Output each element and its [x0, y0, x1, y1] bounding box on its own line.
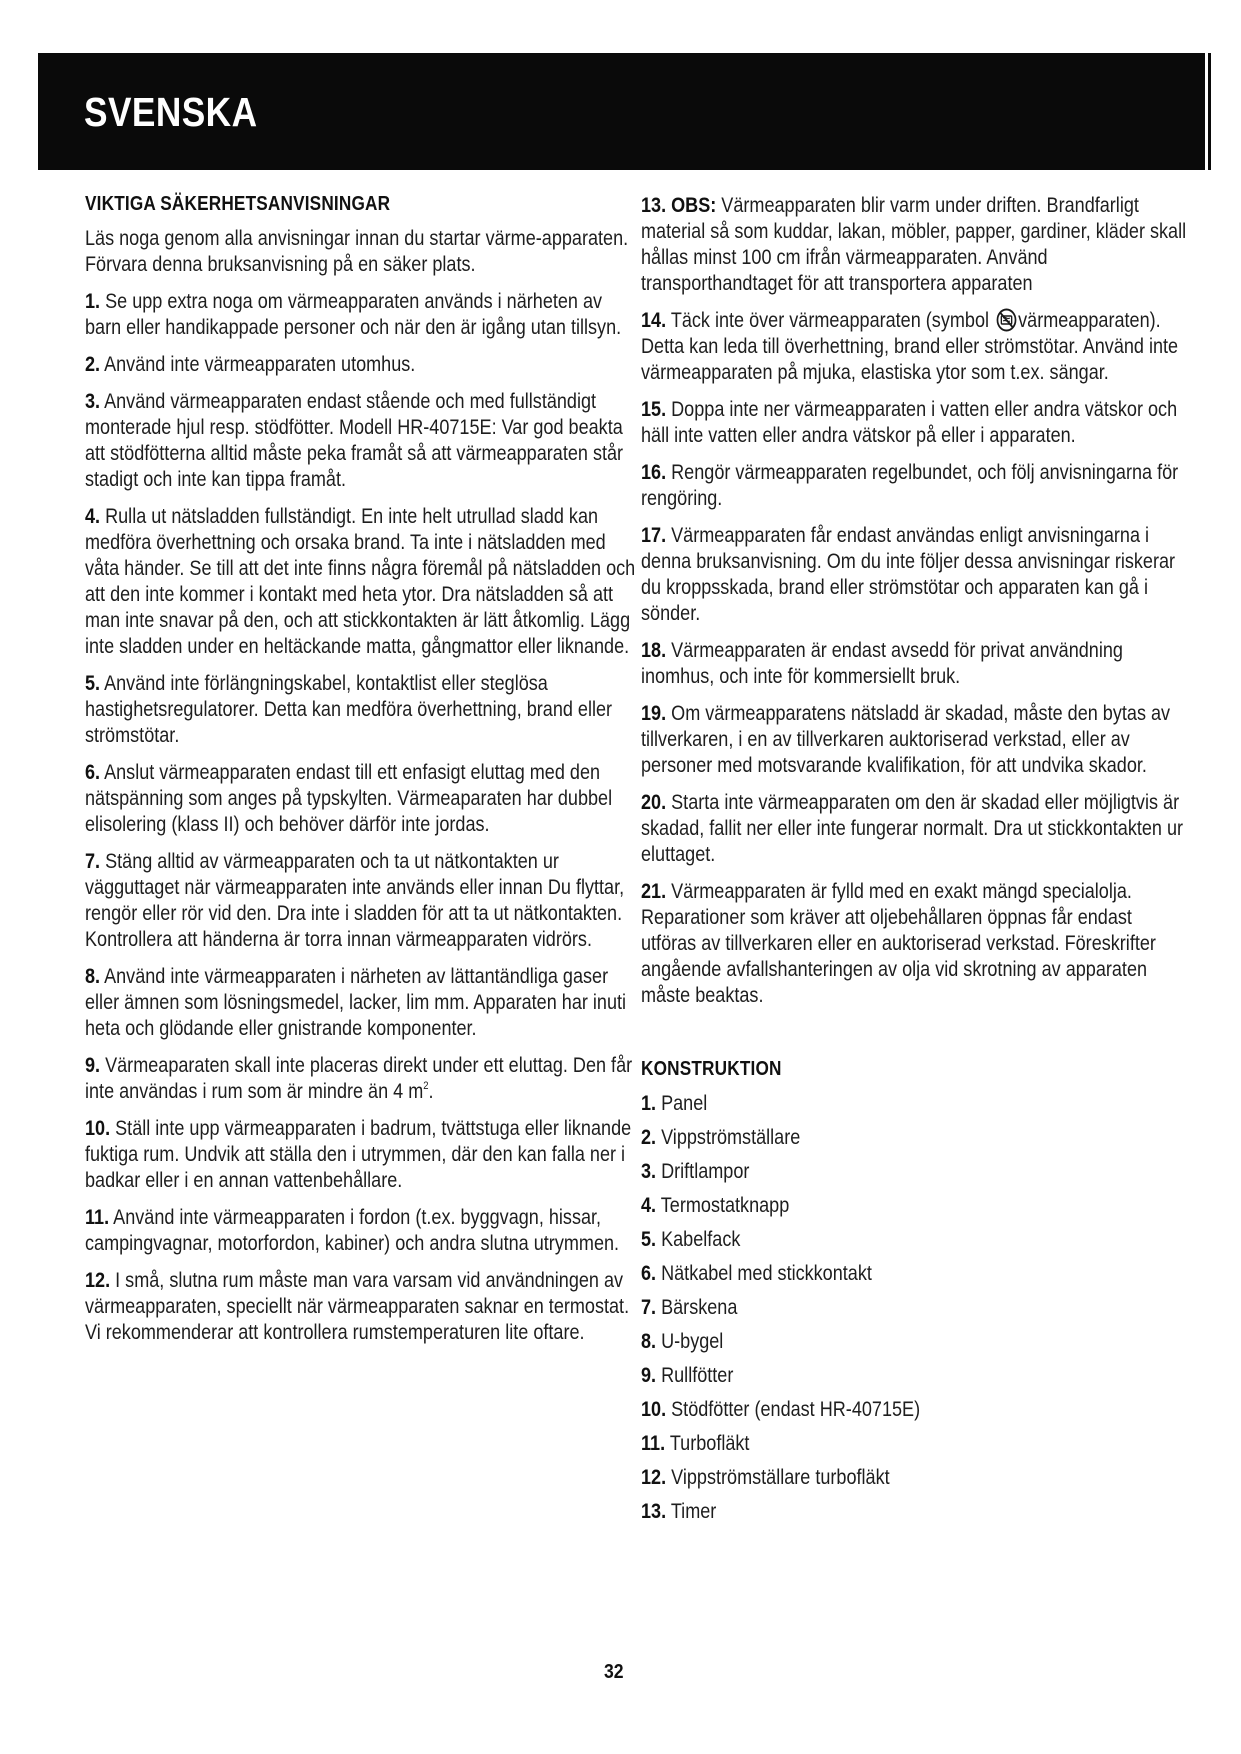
item-number: 10.: [85, 1117, 111, 1140]
safety-item: [641, 397, 1191, 449]
construction-item: [641, 1499, 1191, 1525]
item-number: 21.: [641, 880, 667, 903]
safety-item: [85, 504, 635, 660]
item-number: 7.: [641, 1296, 657, 1319]
item-text: Värmeapparaten får endast användas enligt anvisningarna i denna bruksanvisning. Om du inte följer dessa anvisningar riskerar du kroppsskada, brand eller strömstötar och apparaten kan gå i sönder.: [641, 524, 1176, 625]
construction-item: [641, 1397, 1191, 1423]
item-number: 11.: [641, 1432, 666, 1455]
item-number: 19.: [641, 702, 667, 725]
construction-item: [641, 1193, 1191, 1219]
no-cover-icon: [996, 308, 1017, 332]
item-number: 2.: [641, 1126, 657, 1149]
safety-item: [641, 638, 1191, 690]
safety-item: [85, 671, 635, 749]
item-text: Kabelfack: [661, 1228, 741, 1251]
safety-item: [641, 308, 1191, 386]
item-number: 9.: [641, 1364, 657, 1387]
item-number: 15.: [641, 398, 667, 421]
construction-item: [641, 1261, 1191, 1287]
item-text: Stäng alltid av värmeapparaten och ta ut nätkontakten ur vägguttaget när värmeapparaten inte används eller innan Du flyttar, rengör eller rör vid den. Dra inte i sladden för att ta ut nätkontakten. Kontrollera att händerna är torra innan värmeapparaten vidrörs.: [85, 850, 625, 951]
item-number: 5.: [641, 1228, 657, 1251]
item-text: Om värmeapparatens nätsladd är skadad, måste den bytas av tillverkaren, i en av tillverkaren auktoriserad verkstad, eller av personer med motsvarande kvalifikation, för att undvika skador.: [641, 702, 1171, 777]
item-number: 17.: [641, 524, 667, 547]
item-number: 6.: [85, 761, 101, 784]
item-number: 10.: [641, 1398, 667, 1421]
item-text: Använd inte värmeapparaten utomhus.: [104, 353, 416, 376]
item-text: Värmeaparaten skall inte placeras direkt under ett eluttag. Den får inte användas i rum som är mindre än 4 m: [85, 1054, 633, 1103]
item-number: 11.: [85, 1206, 110, 1229]
construction-item: [641, 1125, 1191, 1151]
safety-item: [85, 1116, 635, 1194]
language-header: [38, 53, 1205, 170]
item-number: 7.: [85, 850, 101, 873]
safety-item: [85, 389, 635, 493]
section-spacer: [641, 1020, 1191, 1058]
safety-item: [85, 1205, 635, 1257]
item-text: Vippströmställare: [661, 1126, 801, 1149]
item-text: Vippströmställare turbofläkt: [671, 1466, 890, 1489]
item-text: Panel: [661, 1092, 708, 1115]
right-column: [641, 193, 1191, 1533]
item-text: Rullfötter: [661, 1364, 734, 1387]
item-number: 12.: [641, 1466, 667, 1489]
construction-section-title: KONSTRUKTION: [641, 1058, 782, 1080]
item-text: Doppa inte ner värmeapparaten i vatten eller andra vätskor och häll inte vatten eller andra vätskor på eller i apparaten.: [641, 398, 1178, 447]
safety-item: [641, 193, 1191, 297]
construction-item: [641, 1431, 1191, 1457]
item-text: Använd inte värmeapparaten i närheten av lättantändliga gaser eller ämnen som lösningsmedel, lacker, lim mm. Apparaten har inuti heta och glödande eller gnistrande komponenter.: [85, 965, 627, 1040]
item-text: Starta inte värmeapparaten om den är skadad eller möjligtvis är skadad, fallit ner eller inte fungerar normalt. Dra ut stickkontakten ur eluttaget.: [641, 791, 1184, 866]
item-text: Rulla ut nätsladden fullständigt. En inte helt utrullad sladd kan medföra överhettning och orsaka brand. Ta inte i nätsladden med våta händer. Se till att det inte finns några föremål på nätsladden och att den inte kommer i kontakt med heta ytor. Dra nätsladden så att man inte snavar på den, och att stickkontakten är lätt åtkomlig. Lägg inte sladden under en heltäckande matta, gångmattor eller liknande.: [85, 505, 636, 658]
item-text: Timer: [670, 1500, 717, 1523]
item-text: Turbofläkt: [669, 1432, 750, 1455]
safety-item: [641, 701, 1191, 779]
item-number: 3.: [641, 1160, 657, 1183]
item-text: Värmeapparaten är fylld med en exakt mängd specialolja. Reparationer som kräver att oljebehållaren öppnas får endast utföras av tillverkaren eller en auktoriserad verkstad. Föreskrifter angående avfallshanteringen av olja vid skrotning av apparaten måste beaktas.: [641, 880, 1156, 1007]
item-text: Se upp extra noga om värmeapparaten används i närheten av barn eller handikappade personer och när den är igång utan tillsyn.: [85, 290, 622, 339]
construction-item: [641, 1363, 1191, 1389]
item-text: Värmeapparaten är endast avsedd för privat användning inomhus, och inte för kommersiellt bruk.: [641, 639, 1123, 688]
item-number: 16.: [641, 461, 667, 484]
item-text: Använd inte värmeapparaten i fordon (t.ex. byggvagn, hissar, campingvagnar, motorfordon, kabiner) och andra slutna utrymmen.: [85, 1206, 620, 1255]
item-text: Bärskena: [661, 1296, 738, 1319]
safety-item: [641, 790, 1191, 868]
item-text: Använd värmeapparaten endast stående och med fullständigt monterade hjul resp. stödfötter. Modell HR-40715E: Var god beakta att stödfötterna alltid måste peka framåt så att värmeapparaten står stadigt och inte kan tippa framåt.: [85, 390, 624, 491]
item-number: 14.: [641, 309, 667, 332]
language-title: SVENSKA: [84, 89, 258, 135]
construction-item: [641, 1295, 1191, 1321]
construction-item: [641, 1091, 1191, 1117]
safety-item: [85, 964, 635, 1042]
item-text: Anslut värmeapparaten endast till ett enfasigt eluttag med den nätspänning som anges på typskylten. Värmeaparaten har dubbel elisolering (klass II) och behöver därför inte jordas.: [85, 761, 613, 836]
item-text-end: .: [428, 1080, 434, 1103]
item-text: U-bygel: [661, 1330, 724, 1353]
safety-item: [85, 289, 635, 341]
construction-item: [641, 1227, 1191, 1253]
item-text: I små, slutna rum måste man vara varsam vid användningen av värmeapparaten, speciellt när värmeapparaten saknar en termostat. Vi rekommenderar att kontrollera rumstemperaturen lite oftare.: [85, 1269, 630, 1344]
item-number: 8.: [85, 965, 101, 988]
left-column: [85, 193, 635, 1357]
safety-item: [641, 879, 1191, 1009]
item-text-end: värmeapparaten). Detta kan leda till överhettning, brand eller strömstötar. Använd inte värmeapparaten på mjuka, elastiska ytor som t.ex. sängar.: [641, 309, 1179, 384]
item-text: Rengör värmeapparaten regelbundet, och följ anvisningarna för rengöring.: [641, 461, 1179, 510]
item-number: 20.: [641, 791, 667, 814]
safety-item: [85, 1268, 635, 1346]
item-text: Värmeapparaten blir varm under driften. Brandfarligt material så som kuddar, lakan, möbler, papper, gardiner, kläder skall hållas minst 100 cm ifrån värmeapparaten. Använd transporthandtaget för att transportera apparaten: [641, 194, 1187, 295]
item-number: 13.: [641, 1500, 667, 1523]
construction-item: [641, 1465, 1191, 1491]
item-number: 13. OBS:: [641, 194, 717, 217]
safety-item: [85, 760, 635, 838]
item-number: 1.: [85, 290, 101, 313]
item-number: 1.: [641, 1092, 657, 1115]
safety-section-title: VIKTIGA SÄKERHETSANVISNINGAR: [85, 193, 391, 215]
item-text: Täck inte över värmeapparaten (symbol: [670, 309, 990, 332]
item-text: Ställ inte upp värmeapparaten i badrum, tvättstuga eller liknande fuktiga rum. Undvik att ställa den i utrymmen, där den kan falla ner i badkar eller i en annan vattenbehållare.: [85, 1117, 632, 1192]
item-number: 12.: [85, 1269, 111, 1292]
construction-item: [641, 1329, 1191, 1355]
item-number: 5.: [85, 672, 101, 695]
safety-item: [85, 1053, 635, 1105]
item-text: Stödfötter (endast HR-40715E): [671, 1398, 921, 1421]
construction-item: [641, 1159, 1191, 1185]
item-number: 8.: [641, 1330, 657, 1353]
page-number: 32: [604, 1661, 624, 1683]
item-number: 18.: [641, 639, 667, 662]
item-number: 6.: [641, 1262, 657, 1285]
item-text: Driftlampor: [661, 1160, 750, 1183]
item-text: Termostatknapp: [660, 1194, 790, 1217]
item-number: 2.: [85, 353, 101, 376]
item-number: 3.: [85, 390, 101, 413]
item-text: Nätkabel med stickkontakt: [661, 1262, 872, 1285]
safety-item: [641, 523, 1191, 627]
item-number: 4.: [641, 1194, 657, 1217]
safety-item: [641, 460, 1191, 512]
safety-intro: Läs noga genom alla anvisningar innan du startar värme-apparaten. Förvara denna bruksanvisning på en säker plats.: [85, 227, 629, 276]
safety-item: [85, 352, 635, 378]
superscript-two: 2: [423, 1080, 429, 1092]
item-text: Använd inte förlängningskabel, kontaktlist eller steglösa hastighetsregulatorer. Detta kan medföra överhettning, brand eller strömstötar.: [85, 672, 613, 747]
item-number: 4.: [85, 505, 101, 528]
item-number: 9.: [85, 1054, 101, 1077]
header-edge-line: [1208, 53, 1211, 170]
safety-item: [85, 849, 635, 953]
